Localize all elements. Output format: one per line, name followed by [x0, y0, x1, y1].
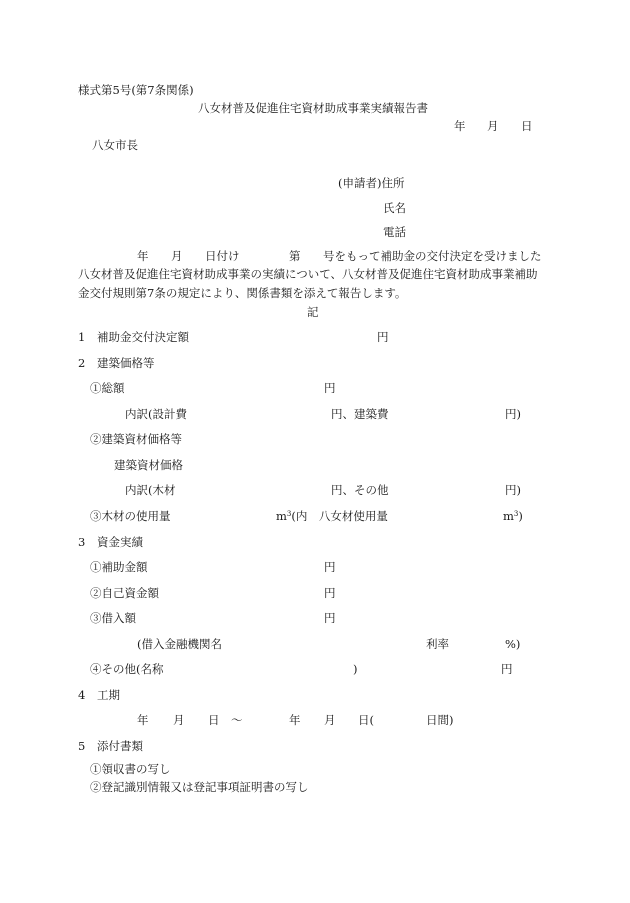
period-start-day: 日 — [208, 713, 220, 727]
body-month: 月 — [171, 249, 183, 263]
period-end-month: 月 — [324, 713, 336, 727]
s2-number: 2 — [78, 356, 86, 370]
body-year: 年 — [137, 249, 149, 263]
wood-yame-amount — [503, 509, 523, 525]
date-month: 月 — [487, 119, 499, 133]
s1-number: 1 — [78, 330, 86, 344]
period-days: 日間) — [426, 713, 454, 727]
wood-unit2-sup: 3 — [513, 510, 519, 518]
period-end-year: 年 — [289, 713, 301, 727]
body-line1-rest: 号をもって補助金の交付決定を受けました — [323, 249, 542, 263]
applicant-address-label: (申請者)住所 — [338, 176, 405, 190]
attachment-receipt: ①領収書の写し — [90, 762, 171, 776]
breakdown2-yen: 円、その他 — [331, 483, 389, 497]
materials-label: ②建築資材価格等 — [90, 432, 182, 446]
date-day: 日 — [521, 119, 533, 133]
wood-inner-label: (内 八女材使用量 — [291, 509, 388, 523]
wood-unit2: m — [503, 509, 514, 523]
body-line3: 金交付規則第7条の規定により、関係書類を添えて報告します。 — [78, 286, 407, 300]
s2-label: 建築価格等 — [97, 356, 155, 370]
applicant-name-label: 氏名 — [383, 201, 406, 215]
period-start-year: 年 — [137, 713, 149, 727]
own-funds-yen: 円 — [324, 586, 336, 600]
period-end-day: 日( — [358, 713, 374, 727]
rate-end: %) — [505, 637, 521, 651]
lender-label: (借入金融機関名 — [137, 637, 222, 651]
s5-label: 添付書類 — [97, 739, 143, 753]
s3-label: 資金実績 — [97, 535, 143, 549]
period-start-month: 月 — [173, 713, 185, 727]
total-yen: 円 — [324, 381, 336, 395]
s1-label: 補助金交付決定額 — [97, 330, 189, 344]
body-dai: 第 — [289, 249, 301, 263]
rate-label: 利率 — [426, 637, 449, 651]
date-year: 年 — [454, 119, 466, 133]
breakdown2-label: 内訳(木材 — [125, 483, 176, 497]
period-tilde: ～ — [231, 713, 243, 727]
wood-label: ③木材の使用量 — [90, 509, 171, 523]
wood-amount — [276, 509, 388, 525]
form-title: 八女材普及促進住宅資材助成事業実績報告書 — [198, 101, 428, 115]
s1-yen: 円 — [377, 330, 389, 344]
wood-unit-sup: 3 — [286, 510, 292, 518]
addressee: 八女市長 — [92, 138, 138, 152]
form-number: 様式第5号(第7条関係) — [78, 83, 194, 97]
total-label: ①総額 — [90, 381, 125, 395]
subsidy-label: ①補助金額 — [90, 560, 148, 574]
breakdown1-label: 内訳(設計費 — [125, 407, 187, 421]
body-date: 日付け — [205, 249, 240, 263]
breakdown1-end: 円) — [505, 407, 521, 421]
breakdown2-end: 円) — [505, 483, 521, 497]
loan-label: ③借入額 — [90, 611, 136, 625]
s4-label: 工期 — [97, 688, 120, 702]
own-funds-label: ②自己資金額 — [90, 586, 159, 600]
attachment-registration: ②登記識別情報又は登記事項証明書の写し — [90, 780, 309, 794]
s5-number: 5 — [78, 739, 86, 753]
applicant-phone-label: 電話 — [383, 225, 406, 239]
ki-heading: 記 — [307, 305, 319, 319]
breakdown1-yen: 円、建築費 — [331, 407, 389, 421]
other-yen: 円 — [501, 662, 513, 676]
loan-yen: 円 — [324, 611, 336, 625]
subsidy-yen: 円 — [324, 560, 336, 574]
materials-price-label: 建築資材価格 — [114, 458, 183, 472]
s3-number: 3 — [78, 535, 86, 549]
s4-number: 4 — [78, 688, 86, 702]
body-line2: 八女材普及促進住宅資材助成事業の実績について、八女材普及促進住宅資材助成事業補助 — [78, 267, 538, 281]
other-label: ④その他(名称 — [90, 662, 164, 676]
wood-close: ) — [518, 509, 523, 523]
other-close: ) — [353, 662, 358, 676]
wood-unit: m — [276, 509, 287, 523]
